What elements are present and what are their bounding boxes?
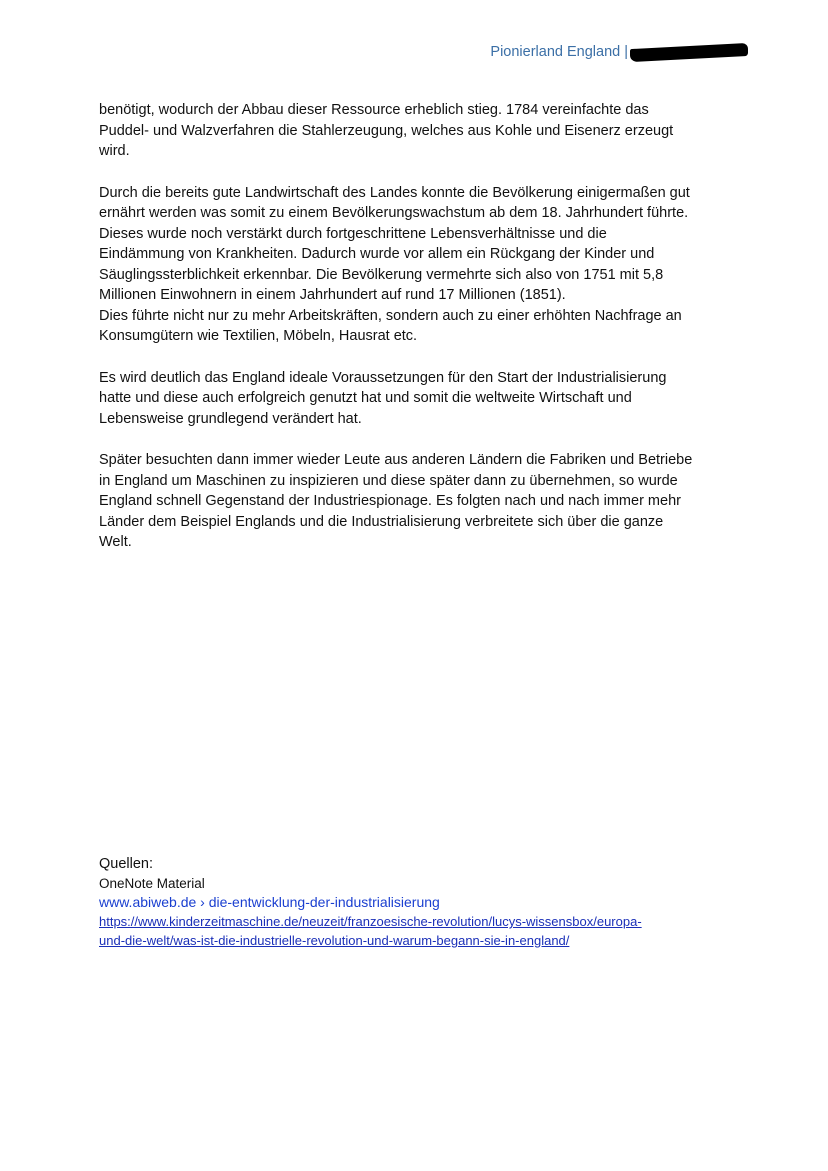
source-item: OneNote Material	[99, 876, 205, 891]
text-line: Dies führte nicht nur zu mehr Arbeitskräften, sondern auch zu einer erhöhten Nachfrage an	[99, 307, 682, 324]
text-line: Millionen Einwohnern in einem Jahrhundert auf rund 17 Millionen (1851).	[99, 287, 566, 303]
paragraph	[99, 183, 739, 347]
sources-label: Quellen:	[99, 856, 154, 872]
text-line: wird.	[99, 143, 130, 159]
redaction-mark	[630, 42, 748, 61]
document-body	[99, 100, 739, 574]
text-line: hatte und diese auch erfolgreich genutzt hat und somit die weltweite Wirtschaft und	[99, 390, 632, 406]
text-line: Durch die bereits gute Landwirtschaft des Landes konnte die Bevölkerung einigermaßen gut	[99, 184, 690, 201]
page-header	[490, 44, 748, 60]
link-line: https://www.kinderzeitmaschine.de/neuzeit/franzoesische-revolution/lucys-wissensbox/europa-	[99, 914, 642, 929]
text-line: ernährt werden was somit zu einem Bevölkerungswachstum ab dem 18. Jahrhundert führte.	[99, 205, 689, 221]
paragraph	[99, 100, 739, 162]
header-title: Pionierland England |	[490, 44, 628, 60]
text-line: benötigt, wodurch der Abbau dieser Ressource erheblich stieg. 1784 vereinfachte das	[99, 102, 649, 118]
sources-section	[99, 855, 739, 950]
text-line: Welt.	[99, 534, 132, 550]
link-line: und-die-welt/was-ist-die-industrielle-revolution-und-warum-begann-sie-in-england/	[99, 933, 570, 948]
text-line: in England um Maschinen zu inspizieren und diese später dann zu übernehmen, so wurde	[99, 472, 678, 489]
text-line: Länder dem Beispiel Englands und die Industrialisierung verbreitete sich über die ganze	[99, 513, 664, 530]
text-line: Es wird deutlich das England ideale Voraussetzungen für den Start der Industrialisierung	[99, 369, 667, 386]
text-line: Säuglingssterblichkeit erkennbar. Die Bevölkerung vermehrte sich also von 1751 mit 5,8	[99, 266, 664, 283]
text-line: Puddel- und Walzverfahren die Stahlerzeugung, welches aus Kohle und Eisenerz erzeugt	[99, 122, 674, 139]
paragraph	[99, 368, 739, 430]
text-line: Später besuchten dann immer wieder Leute aus anderen Ländern die Fabriken und Betriebe	[99, 452, 693, 468]
paragraph	[99, 450, 739, 553]
source-link-abiweb[interactable]: www.abiweb.de › die-entwicklung-der-industrialisierung	[99, 894, 440, 910]
text-line: Eindämmung von Krankheiten. Dadurch wurde vor allem ein Rückgang der Kinder und	[99, 246, 655, 262]
source-link-kinderzeitmaschine[interactable]	[99, 912, 739, 950]
text-line: Dieses wurde noch verstärkt durch fortgeschrittene Lebensverhältnisse und die	[99, 225, 607, 242]
text-line: England schnell Gegenstand der Industriespionage. Es folgten nach und nach immer mehr	[99, 493, 681, 509]
text-line: Konsumgütern wie Textilien, Möbeln, Hausrat etc.	[99, 328, 418, 344]
text-line: Lebensweise grundlegend verändert hat.	[99, 410, 362, 427]
